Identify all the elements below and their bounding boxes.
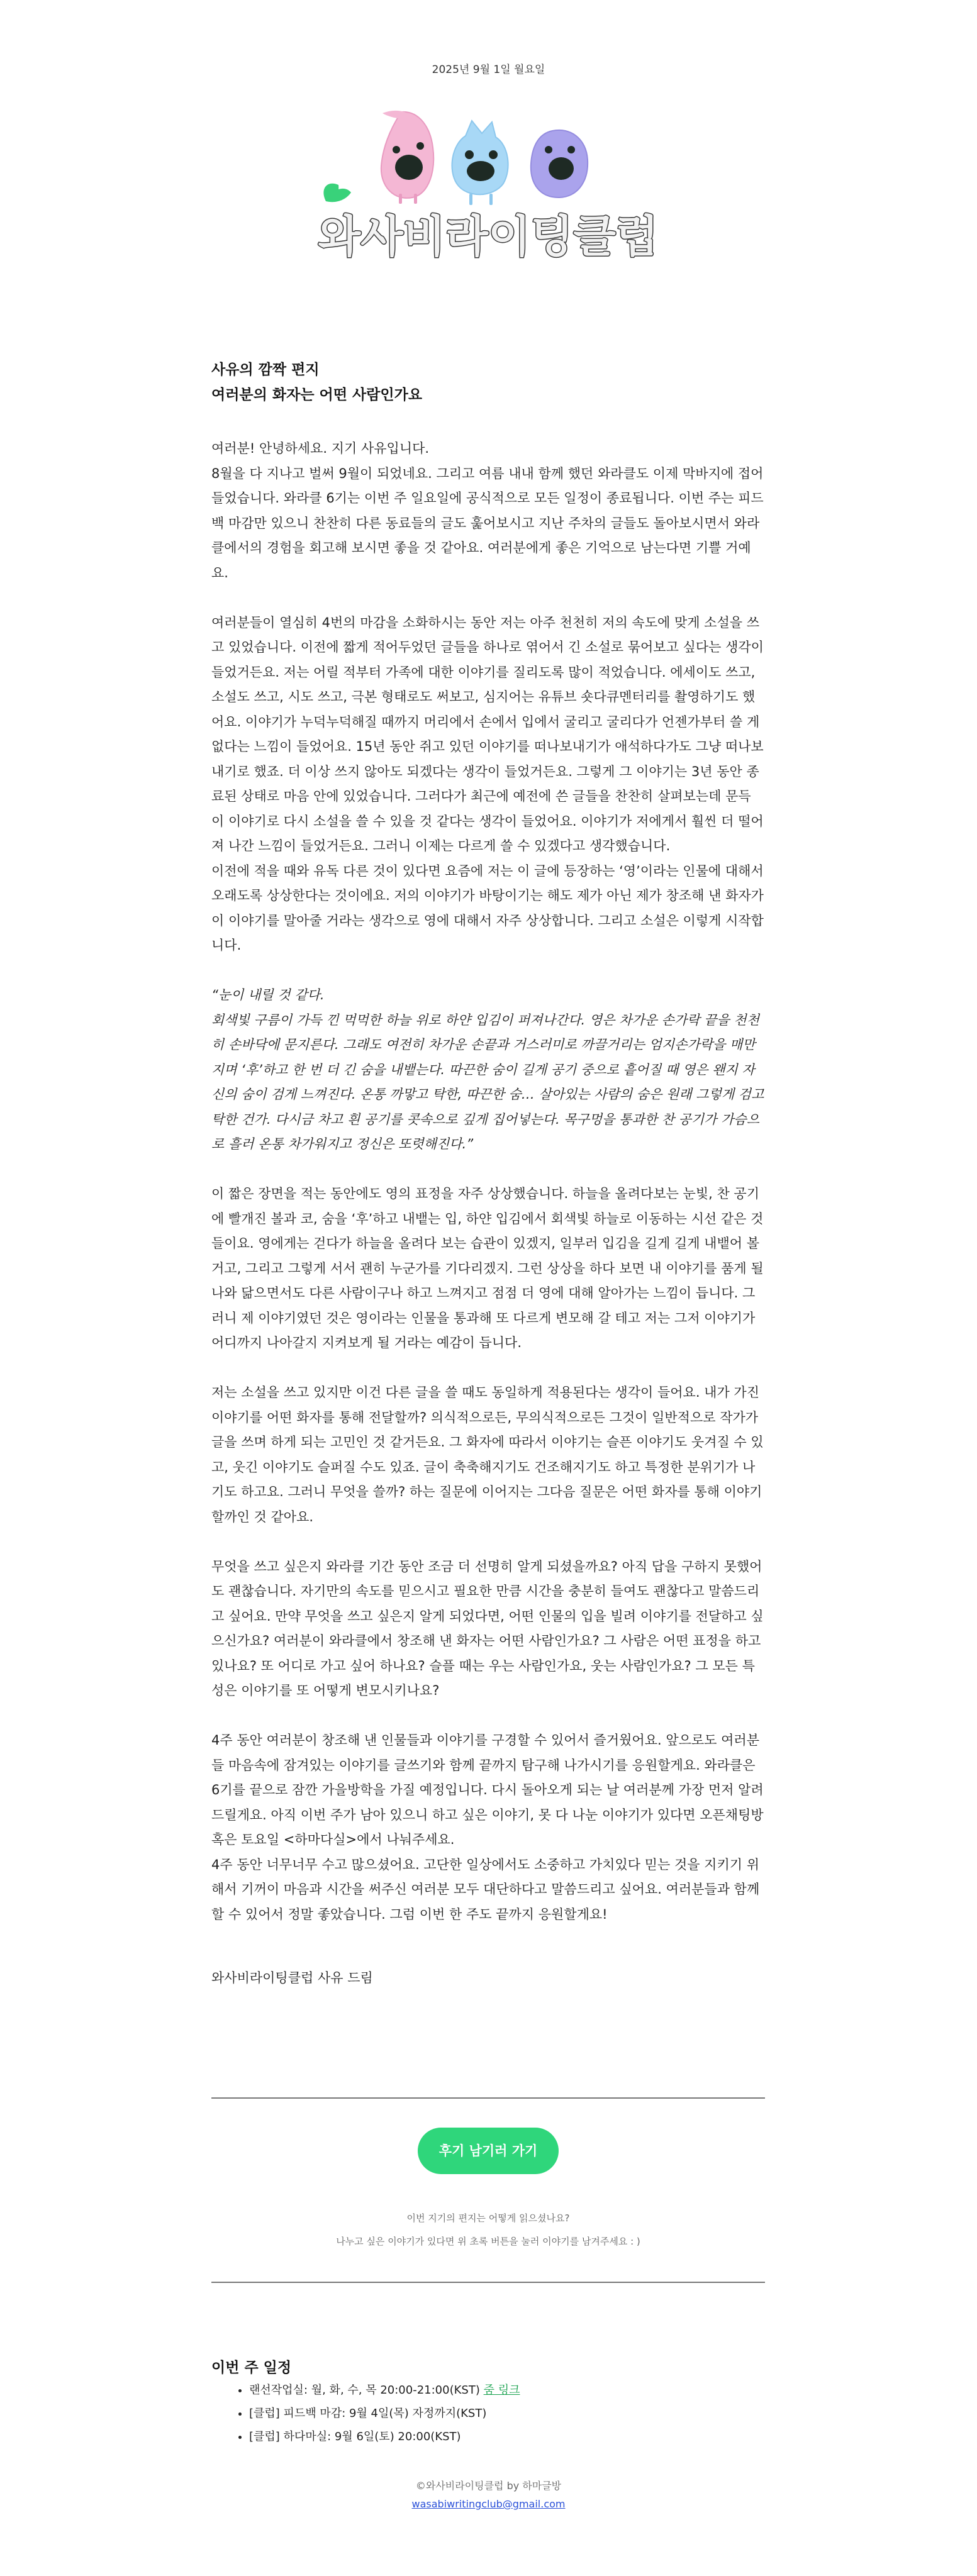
- leaf-icon: [323, 184, 351, 203]
- signature: 와사비라이팅클럽 사유 드림: [211, 1970, 373, 1985]
- letter-body: [211, 436, 765, 1927]
- letter-title: 여러분의 화자는 어떤 사람인가요: [211, 387, 423, 403]
- schedule-item: [249, 2379, 520, 2402]
- story-excerpt: “눈이 내릴 것 같다.: [211, 987, 325, 1002]
- divider: [211, 2282, 765, 2283]
- story-excerpt: 회색빛 구름이 가득 낀 먹먹한 하늘 위로 하얀 입김이 퍼져나간다. 영은 차가운 손가락 끝을 천천히 손바닥에 문지른다. 그래도 여전히 차가운 손끝과 거스러미로 까끌거리는 엄지손가락을 매만지며 ‘후’하고 한 번 더 긴 숨을 내뱉는다. 따끈한 숨이 길게 공기 중으로 흩어질 때 영은 왠지 자신의 숨이 검게 느껴진다. 온통 까맣고 탁한, 따끈한 숨… 살아있는 사람의 숨은 원래 그렇게 검고 탁한 건가. 다시금 차고 흰 공기를 콧속으로 깊게 집어넣는다. 목구멍을 통과한 찬 공기가 가슴으로 흘러 온통 차가워지고 정신은 또렷해진다.”: [211, 1012, 764, 1152]
- letter-paragraph: 여러분! 안녕하세요. 지기 사유입니다.: [211, 441, 430, 456]
- letter-paragraph: 여러분들이 열심히 4번의 마감을 소화하시는 동안 저는 아주 천천히 저의 속도에 맞게 소설을 쓰고 있었습니다. 이전에 짧게 적어두었던 글들을 하나로 엮어서 긴 소설로 묶어보고 싶다는 생각이 들었거든요. 저는 어릴 적부터 가족에 대한 이야기를 질리도록 많이 적었습니다. 에세이도 쓰고, 소설도 쓰고, 시도 쓰고, 극본 형태로도 써보고, 심지어는 유튜브 숏다큐멘터리를 촬영하기도 했어요. 이야기가 누덕누덕해질 때까지 머리에서 손에서 입에서 굴리고 굴리다가 언젠가부터 쓸 게 없다는 느낌이 들었어요. 15년 동안 쥐고 있던 이야기를 떠나보내기가 애석하다가도 그냥 떠나보내기로 했죠. 더 이상 쓰지 않아도 되겠다는 생각이 들었거든요. 그렇게 그 이야기는 3년 동안 종료된 상태로 마음 안에 있었습니다. 그러다가 최근에 예전에 쓴 글들을 찬찬히 살펴보는데 문득 이 이야기로 다시 소설을 쓸 수 있을 것 같다는 생각이 들었어요. 이야기가 저에게서 훨씬 더 떨어져 나간 느낌이 들었거든요. 그러니 이제는 다르게 쓸 수 있겠다고 생각했습니다.: [211, 614, 764, 853]
- schedule-item: [249, 2425, 520, 2448]
- letter-paragraph: 무엇을 쓰고 싶은지 와라클 기간 동안 조금 더 선명히 알게 되셨을까요? 아직 답을 구하지 못했어도 괜찮습니다. 자기만의 속도를 믿으시고 필요한 만큼 시간을 충분히 들여도 괜찮다고 말씀드리고 싶어요. 만약 무엇을 쓰고 싶은지 알게 되었다면, 어떤 인물의 입을 빌려 이야기를 전달하고 싶으신가요? 여러분이 와라클에서 창조해 낸 화자는 어떤 사람인가요? 그 사람은 어떤 표정을 하고 있나요? 또 어디로 가고 싶어 하나요? 슬플 때는 우는 사람인가요, 웃는 사람인가요? 그 모든 특성은 이야기를 또 어떻게 변모시키나요?: [211, 1558, 764, 1698]
- schedule-item-text: [클럽] 하다마실: 9월 6일(토) 20:00(KST): [249, 2430, 461, 2443]
- footer-email-link[interactable]: wasabiwritingclub@gmail.com: [411, 2498, 566, 2510]
- mascot-blue: [452, 121, 508, 205]
- mascot-pink: [381, 111, 433, 204]
- schedule-item-text: [클럽] 피드백 마감: 9월 4일(목) 자정까지(KST): [249, 2407, 487, 2420]
- letter-content: [211, 357, 765, 1990]
- letter-paragraph: 8월을 다 지나고 벌써 9월이 되었네요. 그리고 여름 내내 함께 했던 와라클도 이제 막바지에 접어들었습니다. 와라클 6기는 이번 주 일요일에 공식적으로 모든 일정이 종료됩니다. 이번 주는 피드백 마감만 있으니 찬찬히 다른 동료들의 글도 훑어보시고 지난 주차의 글들도 돌아보시면서 와라클에서의 경험을 회고해 보시면 좋을 것 같아요. 여러분에게 좋은 기억으로 남는다면 기쁠 거예요.: [211, 465, 764, 580]
- mascot-lavender: [531, 130, 588, 197]
- cta-instruction: 나누고 싶은 이야기가 있다면 위 초록 버튼을 눌러 이야기를 남겨주세요 : ): [336, 2236, 640, 2247]
- schedule-list: [235, 2379, 520, 2448]
- logo-wordmark: 와사비라이팅클럽: [318, 211, 659, 262]
- footer-copyright: ©와사비라이팅클럽 by 하마글방: [415, 2480, 562, 2492]
- zoom-link[interactable]: 줌 링크: [483, 2384, 520, 2397]
- club-logo: [307, 106, 669, 263]
- letter-paragraph: 저는 소설을 쓰고 있지만 이건 다른 글을 쓸 때도 동일하게 적용된다는 생각이 들어요. 내가 가진 이야기를 어떤 화자를 통해 전달할까? 의식적으로든, 무의식적으로든 그것이 일반적으로 작가가 글을 쓰며 하게 되는 고민인 것 같거든요. 그 화자에 따라서 이야기는 슬픈 이야기도 웃겨질 수 있고, 웃긴 이야기도 슬퍼질 수도 있죠. 글이 축축해지기도 건조해지기도 하고 특정한 분위기가 나기도 하고요. 그러니 무엇을 쓸까? 하는 질문에 이어지는 그다음 질문은 어떤 화자를 통해 이야기할까인 것 같아요.: [211, 1385, 764, 1524]
- leave-review-button[interactable]: 후기 남기러 가기: [418, 2128, 559, 2174]
- issue-date: 2025년 9월 1일 월요일: [432, 64, 545, 76]
- letter-paragraph: 이 짧은 장면을 적는 동안에도 영의 표정을 자주 상상했습니다. 하늘을 올려다보는 눈빛, 찬 공기에 빨개진 볼과 코, 숨을 ‘후’하고 내뱉는 입, 하얀 입김에서 회색빛 하늘로 이동하는 시선 같은 것들이요. 영에게는 걷다가 하늘을 올려다 보는 습관이 있겠지, 일부러 입김을 길게 길게 내뱉어 볼 거고, 그리고 그렇게 서서 괜히 누군가를 기다리겠지. 그런 상상을 하다 보면 내 이야기를 품게 될 나와 닮으면서도 다른 사람이구나 하고 느껴지고 점점 더 영에 대해 알아가는 느낌이 듭니다. 그러니 제 이야기였던 것은 영이라는 인물을 통과해 또 다르게 변모해 갈 테고 저는 그저 이야기가 어디까지 나아갈지 지켜보게 될 거라는 예감이 듭니다.: [211, 1186, 764, 1350]
- letter-paragraph: 4주 동안 너무너무 수고 많으셨어요. 고단한 일상에서도 소중하고 가치있다 믿는 것을 지키기 위해서 기꺼이 마음과 시간을 써주신 여러분 모두 대단하다고 말씀드리고 싶어요. 여러분들과 함께 할 수 있어서 정말 좋았습니다. 그럼 이번 한 주도 끝까지 응원할게요!: [211, 1857, 760, 1922]
- schedule-title: 이번 주 일정: [211, 2360, 292, 2376]
- footer-email-row: [0, 2498, 977, 2510]
- letter-paragraph: 이전에 적을 때와 유독 다른 것이 있다면 요즘에 저는 이 글에 등장하는 ‘영’이라는 인물에 대해서 오래도록 상상한다는 것이에요. 저의 이야기가 바탕이기는 해도 제가 아닌 제가 창조해 낸 화자가 이 이야기를 말아줄 거라는 생각으로 영에 대해서 자주 상상합니다. 그리고 소설은 이렇게 시작합니다.: [211, 863, 764, 953]
- letter-paragraph: 4주 동안 여러분이 창조해 낸 인물들과 이야기를 구경할 수 있어서 즐거웠어요. 앞으로도 여러분들 마음속에 잠겨있는 이야기를 글쓰기와 함께 끝까지 탐구해 나가시기를 응원할게요. 와라클은 6기를 끝으로 잠깐 가을방학을 가질 예정입니다. 다시 돌아오게 되는 날 여러분께 가장 먼저 알려 드릴게요. 아직 이번 주가 남아 있으니 하고 싶은 이야기, 못 다 나눈 이야기가 있다면 오픈채팅방 혹은 토요일 <하마다실>에서 나눠주세요.: [211, 1733, 764, 1847]
- cta-question: 이번 지기의 편지는 어떻게 읽으셨나요?: [406, 2212, 570, 2224]
- schedule-item-text: 랜선작업실: 월, 화, 수, 목 20:00-21:00(KST): [249, 2384, 480, 2397]
- schedule-item: [249, 2402, 520, 2425]
- letter-subtitle: 사유의 깜짝 편지: [211, 362, 320, 378]
- divider: [211, 2097, 765, 2099]
